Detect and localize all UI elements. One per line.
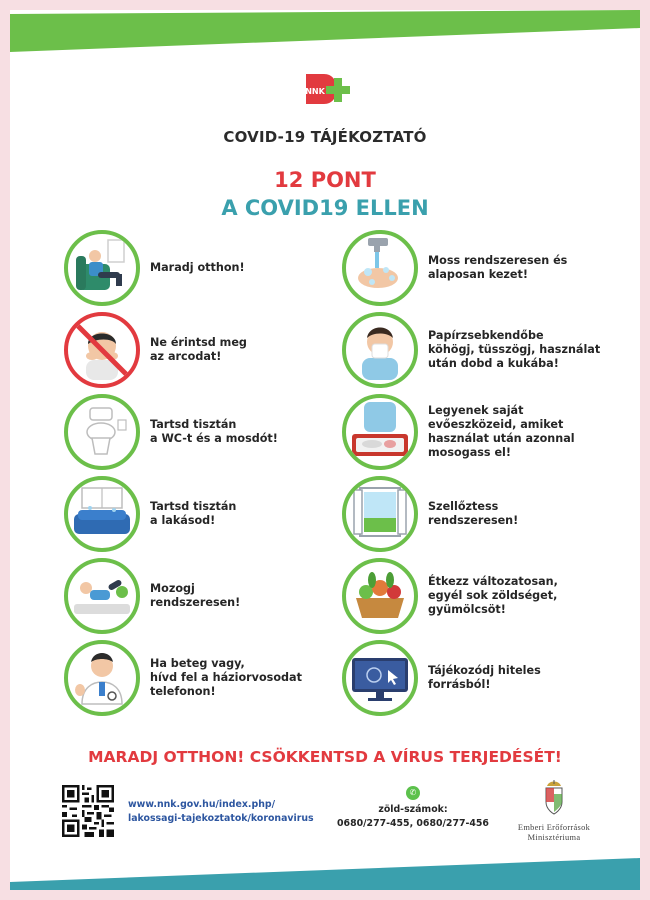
tip-reliable-sources [342, 640, 541, 716]
website-url[interactable]: www.nnk.gov.hu/index.php/ lakossagi-tajekoztatok/koronavirus [128, 799, 314, 824]
armchair-person-icon [64, 230, 140, 306]
tip-wash-hands [342, 230, 567, 306]
bottom-teal-band [10, 830, 640, 890]
tip-eat-varied [342, 558, 558, 634]
ministry-name-line-2: Minisztériuma [527, 833, 581, 842]
vegetables-basket-icon [342, 558, 418, 634]
doctor-icon [64, 640, 140, 716]
tip-tissue [342, 312, 600, 388]
tip-label: Moss rendszeresen és alaposan kezet! [428, 254, 568, 281]
tip-clean-home [64, 476, 236, 552]
phone-info [318, 782, 508, 829]
callout-message: MARADJ OTTHON! CSÖKKENTSD A VÍRUS TERJEDÉSÉT! [88, 748, 562, 766]
ministry-name-line-1: Emberi Erőforrások [517, 823, 591, 832]
website-link[interactable] [128, 798, 314, 826]
monitor-icon [342, 640, 418, 716]
tip-label: Ha beteg vagy, hívd fel a háziorvosodat telefonon! [150, 657, 302, 698]
tip-label: Maradj otthon! [150, 261, 245, 274]
tip-label: Tartsd tisztán a WC-t és a mosdót! [150, 418, 278, 445]
nnk-logo-icon [298, 66, 354, 112]
washing-dishes-icon [342, 394, 418, 470]
exercise-icon [64, 558, 140, 634]
handwashing-icon [342, 230, 418, 306]
tip-label: Tartsd tisztán a lakásod! [150, 500, 237, 527]
tip-no-face-touching [64, 312, 247, 388]
tip-label: Tájékozódj hiteles forrásból! [428, 664, 541, 691]
tip-label: Mozogj rendszeresen! [150, 582, 241, 609]
tip-ventilate [342, 476, 518, 552]
open-window-icon [342, 476, 418, 552]
tip-stay-home [64, 230, 245, 306]
coat-of-arms-icon [541, 778, 567, 818]
tip-clean-toilet [64, 394, 278, 470]
tissue-sneeze-icon [342, 312, 418, 388]
phone-title: zöld-számok: [378, 804, 448, 815]
headline-line-1: 12 PONT [274, 168, 376, 192]
tip-exercise [64, 558, 240, 634]
tip-label: Ne érintsd meg az arcodat! [150, 336, 247, 363]
tip-label: Étkezz változatosan, egyél sok zöldséget, gyümölcsöt! [428, 575, 558, 616]
tip-own-cutlery [342, 394, 575, 470]
clean-sofa-icon [64, 476, 140, 552]
tip-label: Szellőztess rendszeresen! [428, 500, 519, 527]
phone-numbers[interactable]: 0680/277-455, 0680/277-456 [337, 818, 489, 829]
document-title: COVID-19 TÁJÉKOZTATÓ [223, 128, 427, 146]
tip-label: Legyenek saját evőeszközeid, amiket használat után azonnal mosogass el! [428, 404, 575, 459]
poster [10, 10, 640, 890]
no-face-touching-icon [64, 312, 140, 388]
logo-text: NNK [305, 87, 325, 96]
tip-label: Papírzsebkendőbe köhögj, tüsszögj, használat után dobd a kukába! [428, 329, 601, 370]
top-green-band [10, 10, 640, 70]
headline-line-2: A COVID19 ELLEN [221, 196, 429, 220]
tip-call-doctor [64, 640, 302, 716]
phone-icon: ✆ [406, 786, 420, 800]
toilet-sink-icon [64, 394, 140, 470]
